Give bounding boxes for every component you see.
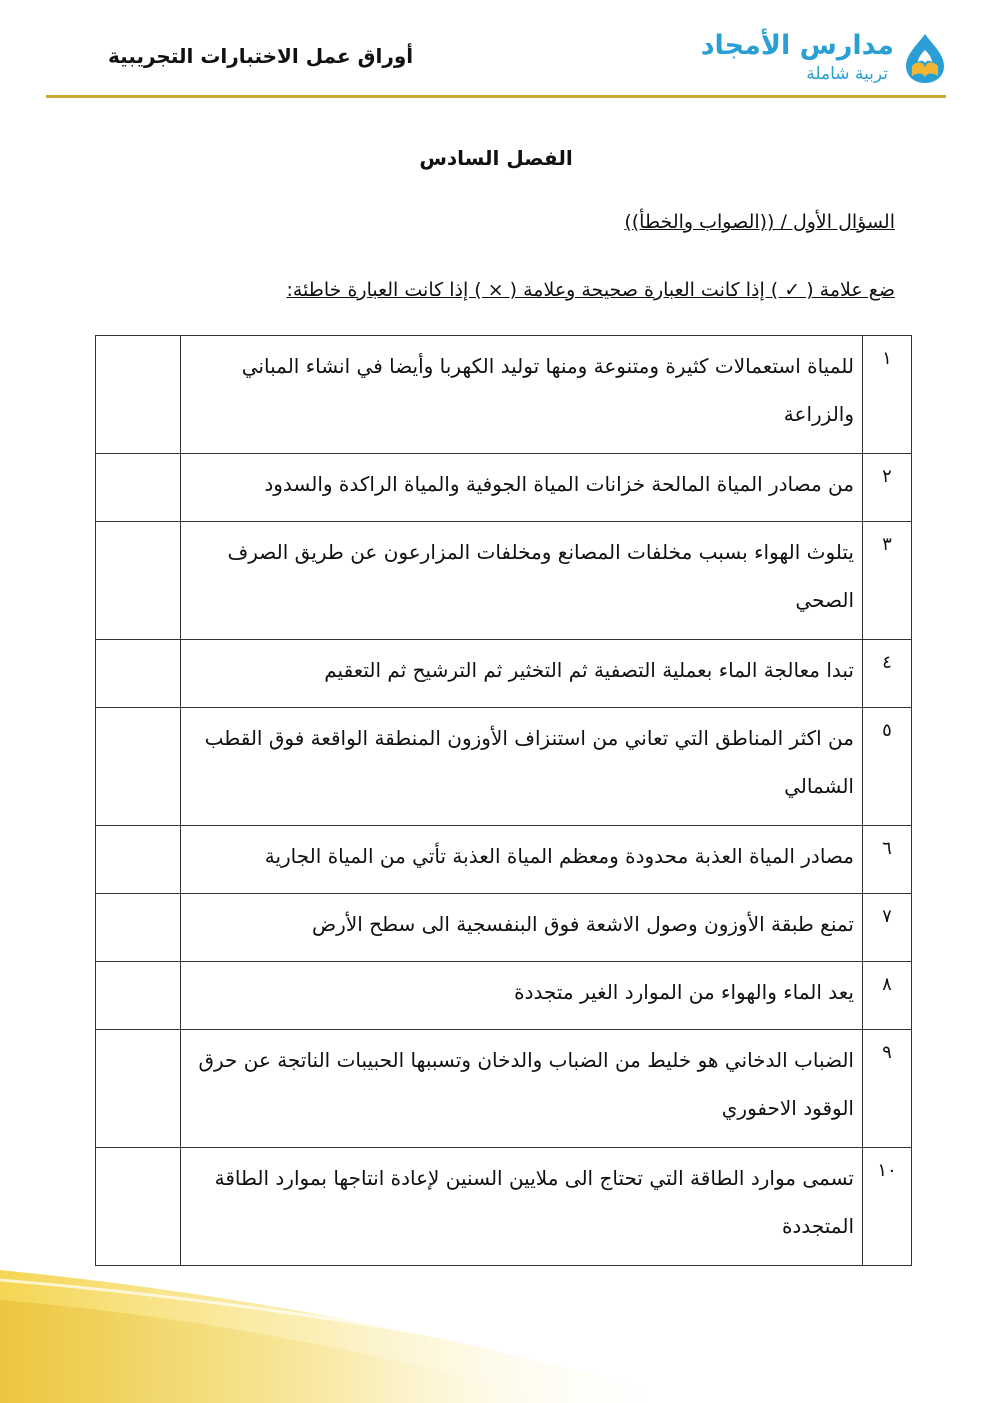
table-row xyxy=(96,522,912,640)
item-statement: تمنع طبقة الأوزون وصول الاشعة فوق البنفسجية الى سطح الأرض xyxy=(181,894,863,962)
answer-cell[interactable] xyxy=(96,1030,181,1148)
answer-cell[interactable] xyxy=(96,336,181,454)
table-row xyxy=(96,894,912,962)
item-statement: للمياة استعمالات كثيرة ومتنوعة ومنها توليد الكهربا وأيضا في انشاء المباني والزراعة xyxy=(181,336,863,454)
item-number: ٧ xyxy=(863,894,912,962)
item-statement: يعد الماء والهواء من الموارد الغير متجددة xyxy=(181,962,863,1030)
item-number: ١ xyxy=(863,336,912,454)
item-statement: تبدا معالجة الماء بعملية التصفية ثم التخثير ثم الترشيح ثم التعقيم xyxy=(181,640,863,708)
page-header xyxy=(0,0,992,100)
chapter-title: الفصل السادس xyxy=(419,146,573,170)
logo-drop-icon xyxy=(902,32,948,84)
answer-cell[interactable] xyxy=(96,826,181,894)
table-row xyxy=(96,962,912,1030)
item-statement: من اكثر المناطق التي تعاني من استنزاف الأوزون المنطقة الواقعة فوق القطب الشمالي xyxy=(181,708,863,826)
item-number: ٨ xyxy=(863,962,912,1030)
decorative-swoosh xyxy=(0,1270,992,1403)
item-statement: الضباب الدخاني هو خليط من الضباب والدخان وتسببها الحبيبات الناتجة عن حرق الوقود الاحفوري xyxy=(181,1030,863,1148)
item-statement: من مصادر المياة المالحة خزانات المياة الجوفية والمياة الراكدة والسدود xyxy=(181,454,863,522)
item-number: ٦ xyxy=(863,826,912,894)
question-title: السؤال الأول / ((الصواب والخطأ)) xyxy=(624,211,895,233)
document-title: أوراق عمل الاختبارات التجريبية xyxy=(108,44,414,68)
true-false-table xyxy=(95,335,912,1266)
logo-name: مدارس الأمجاد xyxy=(700,30,894,61)
item-number: ٩ xyxy=(863,1030,912,1148)
answer-cell[interactable] xyxy=(96,640,181,708)
table-row xyxy=(96,826,912,894)
item-statement: مصادر المياة العذبة محدودة ومعظم المياة العذبة تأتي من المياة الجارية xyxy=(181,826,863,894)
item-statement: تسمى موارد الطاقة التي تحتاج الى ملايين السنين لإعادة انتاجها بموارد الطاقة المتجددة xyxy=(181,1148,863,1266)
header-divider xyxy=(46,95,946,98)
instructions: ضع علامة ( ✓ ) إذا كانت العبارة صحيحة وعلامة ( × ) إذا كانت العبارة خاطئة: xyxy=(286,279,895,301)
answer-cell[interactable] xyxy=(96,708,181,826)
answer-cell[interactable] xyxy=(96,1148,181,1266)
item-number: ٣ xyxy=(863,522,912,640)
item-number: ٢ xyxy=(863,454,912,522)
table-row xyxy=(96,454,912,522)
table-row xyxy=(96,1148,912,1266)
item-number: ٤ xyxy=(863,640,912,708)
answer-cell[interactable] xyxy=(96,894,181,962)
table-row xyxy=(96,640,912,708)
table-row xyxy=(96,336,912,454)
item-number: ٥ xyxy=(863,708,912,826)
item-number: ١٠ xyxy=(863,1148,912,1266)
table-row xyxy=(96,708,912,826)
item-statement: يتلوث الهواء بسبب مخلفات المصانع ومخلفات المزارعون عن طريق الصرف الصحي xyxy=(181,522,863,640)
table-row xyxy=(96,1030,912,1148)
school-logo xyxy=(700,28,948,88)
answer-cell[interactable] xyxy=(96,522,181,640)
logo-tagline: تربية شاملة xyxy=(806,64,888,84)
answer-cell[interactable] xyxy=(96,962,181,1030)
answer-cell[interactable] xyxy=(96,454,181,522)
